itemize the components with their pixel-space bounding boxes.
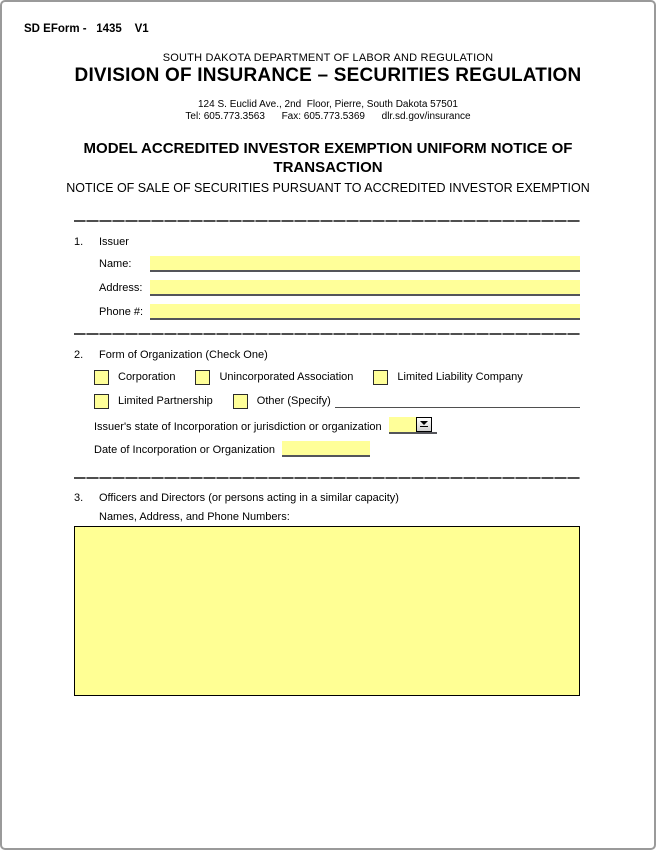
section1-number: 1. (74, 235, 84, 248)
state-dropdown[interactable] (389, 417, 437, 434)
section2-heading (74, 349, 580, 361)
separator-line (74, 333, 580, 335)
org-options-row-1 (94, 370, 580, 385)
date-of-incorporation-input[interactable] (282, 441, 370, 457)
limited-partnership-checkbox[interactable] (94, 394, 109, 409)
section3-number: 3. (74, 491, 84, 504)
dropdown-arrow-icon (420, 421, 428, 425)
other-checkbox[interactable] (233, 394, 248, 409)
division-title: DIVISION OF INSURANCE – SECURITIES REGULATION (74, 65, 582, 86)
address-line: 124 S. Euclid Ave., 2nd Floor, Pierre, South Dakota 57501 (198, 99, 458, 110)
state-dropdown-button[interactable] (416, 417, 432, 432)
section1-title: Issuer (99, 235, 129, 248)
issuer-address-label: Address: (99, 281, 143, 294)
issuer-phone-label: Phone #: (99, 305, 144, 318)
limited-partnership-label: Limited Partnership (118, 395, 213, 407)
date-of-incorporation-label: Date of Incorporation or Organization (94, 443, 275, 456)
date-of-incorporation-row (94, 441, 580, 457)
section1-heading (74, 236, 580, 248)
issuer-name-label: Name: (99, 257, 132, 270)
issuer-address-row (99, 280, 580, 296)
other-specify-blank-line (335, 394, 580, 408)
form-title: MODEL ACCREDITED INVESTOR EXEMPTION UNIFORM NOTICE OF TRANSACTION (83, 140, 573, 176)
form-body (74, 220, 580, 696)
dropdown-bar-icon (420, 426, 428, 427)
corporation-label: Corporation (118, 371, 176, 383)
header (2, 2, 654, 122)
option-corporation (94, 370, 175, 385)
limited-liability-company-checkbox[interactable] (373, 370, 388, 385)
other-label: Other (Specify) (256, 395, 331, 407)
org-options-row-2 (94, 394, 580, 409)
option-other (233, 394, 331, 409)
state-of-incorporation-label: Issuer's state of Incorporation or jurisdiction or organization (94, 420, 382, 433)
limited-liability-company-label: Limited Liability Company (397, 371, 523, 383)
issuer-address-input[interactable] (150, 280, 580, 296)
state-of-incorporation-row (94, 417, 580, 434)
officers-sublabel: Names, Address, and Phone Numbers: (99, 510, 290, 523)
issuer-phone-row (99, 304, 580, 320)
option-limited-liability-company (373, 370, 522, 385)
issuer-name-row (99, 256, 580, 272)
corporation-checkbox[interactable] (94, 370, 109, 385)
section2-title: Form of Organization (Check One) (99, 348, 268, 361)
issuer-phone-input[interactable] (150, 304, 580, 320)
option-unincorporated-association (195, 370, 353, 385)
section2-number: 2. (74, 348, 84, 361)
form-id: SD EForm - 1435 V1 (24, 23, 149, 35)
issuer-name-input[interactable] (150, 256, 580, 272)
unincorporated-association-label: Unincorporated Association (219, 371, 354, 383)
unincorporated-association-checkbox[interactable] (195, 370, 210, 385)
department-name: SOUTH DAKOTA DEPARTMENT OF LABOR AND REGULATION (162, 52, 494, 64)
form-subtitle: NOTICE OF SALE OF SECURITIES PURSUANT TO ACCREDITED INVESTOR EXEMPTION (66, 180, 590, 195)
separator-line (74, 477, 580, 479)
state-dropdown-value[interactable] (389, 417, 416, 432)
section3-title: Officers and Directors (or persons acting in a similar capacity) (99, 491, 399, 504)
officers-directors-textarea[interactable] (74, 526, 580, 696)
contact-line: Tel: 605.773.3563 Fax: 605.773.5369 dlr.sd.gov/insurance (185, 111, 471, 122)
option-limited-partnership (94, 394, 213, 409)
section3-heading (74, 492, 580, 504)
separator-line (74, 220, 580, 222)
